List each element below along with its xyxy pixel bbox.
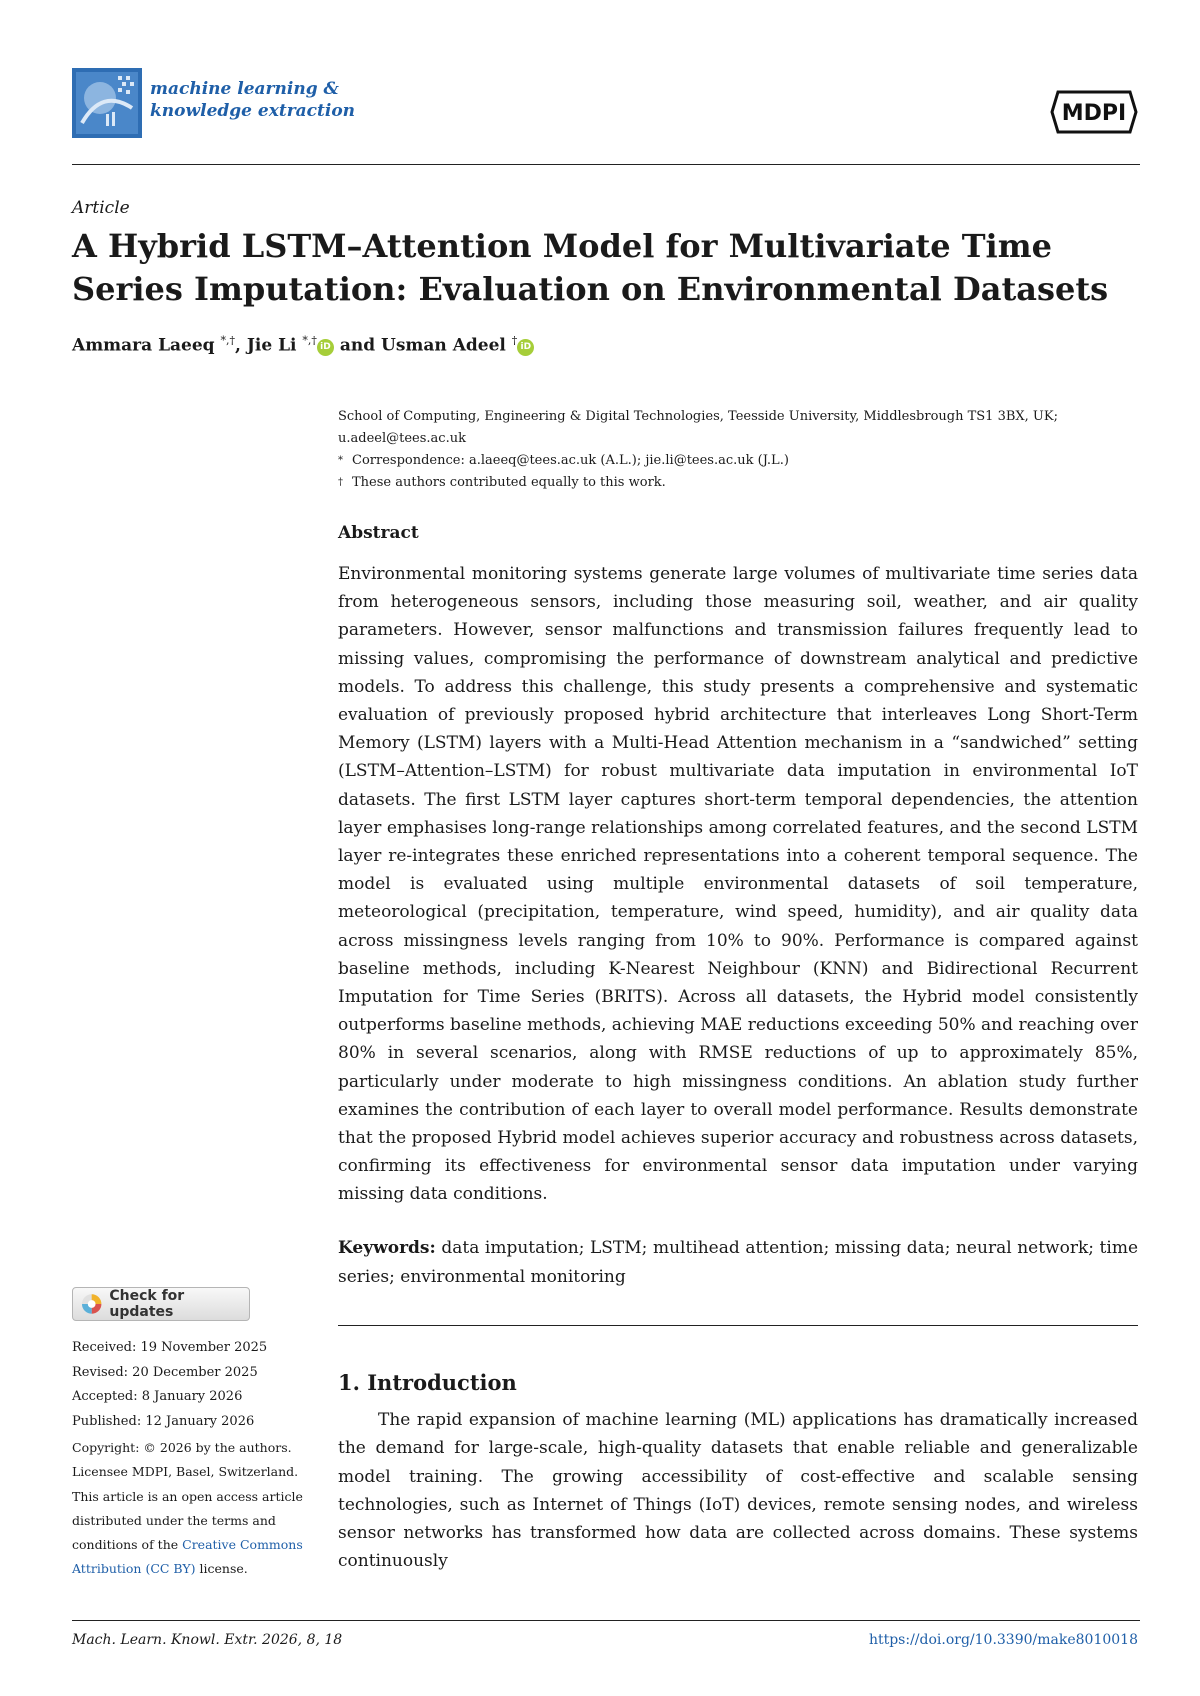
cc-license-link[interactable]: Attribution (CC BY) — [72, 1561, 196, 1577]
article-type: Article — [72, 198, 130, 218]
author-marks: *,† — [220, 334, 235, 347]
copyright-line: This article is an open access article — [72, 1488, 303, 1504]
section-title: 1. Introduction — [338, 1370, 517, 1395]
equal-mark: † — [338, 477, 343, 488]
publication-dates — [72, 1336, 267, 1434]
affiliation-line: School of Computing, Engineering & Digital Technologies, Teesside University, Middlesbrough TS1 3BX, UK; — [338, 409, 1058, 424]
journal-citation: Mach. Learn. Knowl. Extr. 2026, 8, 18 — [72, 1632, 343, 1648]
copyright-line: distributed under the terms and — [72, 1512, 276, 1528]
author-separator: and — [333, 335, 382, 356]
keywords — [338, 1234, 1138, 1291]
copyright-line: Licensee MDPI, Basel, Switzerland. — [72, 1464, 299, 1480]
correspondence-text: Correspondence: a.laeeq@tees.ac.uk (A.L.); jie.li@tees.ac.uk (J.L.) — [352, 453, 789, 468]
copyright-line — [72, 1533, 312, 1557]
equal-contribution-row — [338, 472, 1138, 494]
copyright-line — [72, 1557, 312, 1581]
copyright-text: license. — [195, 1561, 248, 1577]
cc-license-link[interactable]: Creative Commons — [182, 1537, 303, 1553]
check-updates-label: Check for updates — [109, 1288, 185, 1320]
author-name: Ammara Laeeq — [72, 335, 215, 356]
orcid-icon[interactable]: iD — [517, 339, 534, 356]
copyright-text: conditions of the — [72, 1537, 183, 1553]
revised-date: Revised: 20 December 2025 — [72, 1364, 258, 1380]
check-updates-icon — [81, 1293, 102, 1315]
journal-logo — [72, 68, 142, 138]
author-marks: *,† — [302, 334, 317, 347]
correspondence-mark: * — [338, 455, 343, 466]
accepted-date: Accepted: 8 January 2026 — [72, 1389, 243, 1404]
introduction-text: The rapid expansion of machine learning (ML) applications has dramatically increased the demand for large-scale, high-quality datasets that enable reliable and generalizable model training. The growing accessibility of cost-effective and scalable sensing technologies, such as Internet of Things (IoT) devices, remote sensing nodes, and wireless sensor networks has transformed how data are collected across domains. These systems continuously — [338, 1410, 1138, 1572]
correspondence-row — [338, 450, 1138, 472]
footer-divider — [72, 1620, 1140, 1621]
keywords-divider — [338, 1325, 1138, 1326]
author-list — [72, 334, 534, 356]
header-divider — [72, 164, 1140, 165]
author-name: Usman Adeel — [381, 335, 506, 356]
journal-name-line1: machine learning & — [150, 79, 339, 99]
keywords-label: Keywords: — [338, 1238, 436, 1258]
published-date: Published: 12 January 2026 — [72, 1413, 255, 1429]
author-name: Jie Li — [246, 335, 297, 356]
copyright-notice — [72, 1436, 312, 1582]
article-title: A Hybrid LSTM–Attention Model for Multivariate Time Series Imputation: Evaluation on Environmental Datasets — [72, 227, 1109, 308]
abstract-heading: Abstract — [338, 523, 419, 543]
received-date: Received: 19 November 2025 — [72, 1340, 268, 1355]
check-for-updates-button[interactable] — [72, 1287, 250, 1321]
keywords-text: data imputation; LSTM; multihead attention; missing data; neural network; time series; environmental monitoring — [338, 1238, 1139, 1287]
author-separator: , — [234, 335, 247, 356]
orcid-icon[interactable]: iD — [317, 339, 334, 356]
author-marks: † — [511, 334, 518, 347]
copyright-line: Copyright: © 2026 by the authors. — [72, 1440, 292, 1455]
mdpi-logo — [1048, 84, 1140, 140]
mdpi-logo-text: MDPI — [1061, 101, 1127, 126]
abstract-text: Environmental monitoring systems generate large volumes of multivariate time series data from heterogeneous sensors, including those measuring soil, weather, and air quality parameters. However, sensor malfunctions and transmission failures frequently lead to missing values, compromising the performance of downstream analytical and predictive models. To address this challenge, this study presents a comprehensive and systematic evaluation of previously proposed hybrid architecture that interleaves Long Short-Term Memory (LSTM) layers with a Multi-Head Attention mechanism in a “sandwiched” setting (LSTM–Attention–LSTM) for robust multivariate data imputation in environmental IoT datasets. The first LSTM layer captures short-term temporal dependencies, the attention layer emphasises long-range relationships among correlated features, and the second LSTM layer re-integrates these enriched representations into a coherent temporal sequence. The model is evaluated using multiple environmental datasets of soil temperature, meteorological (precipitation, temperature, wind speed, humidity), and air quality data across missingness levels ranging from 10% to 90%. Performance is compared against baseline methods, including K-Nearest Neighbour (KNN) and Bidirectional Recurrent Imputation for Time Series (BRITS). Across all datasets, the Hybrid model consistently outperforms baseline methods, achieving MAE reductions exceeding 50% and reaching over 80% in several scenarios, along with RMSE reductions of up to approximately 85%, particularly under moderate to high missingness conditions. An ablation study further examines the contribution of each layer to overall model performance. Results demonstrate that the proposed Hybrid model achieves superior accuracy and robustness across datasets, confirming its effectiveness for environmental sensor data imputation under varying missing data conditions. — [338, 564, 1138, 1205]
affiliation-email[interactable]: u.adeel@tees.ac.uk — [338, 431, 466, 446]
journal-name-line2: knowledge extraction — [150, 101, 356, 121]
equal-contribution-text: These authors contributed equally to this work. — [352, 475, 666, 490]
affiliations — [338, 406, 1138, 494]
journal-name — [150, 78, 430, 122]
doi-link[interactable]: https://doi.org/10.3390/make8010018 — [868, 1632, 1138, 1648]
